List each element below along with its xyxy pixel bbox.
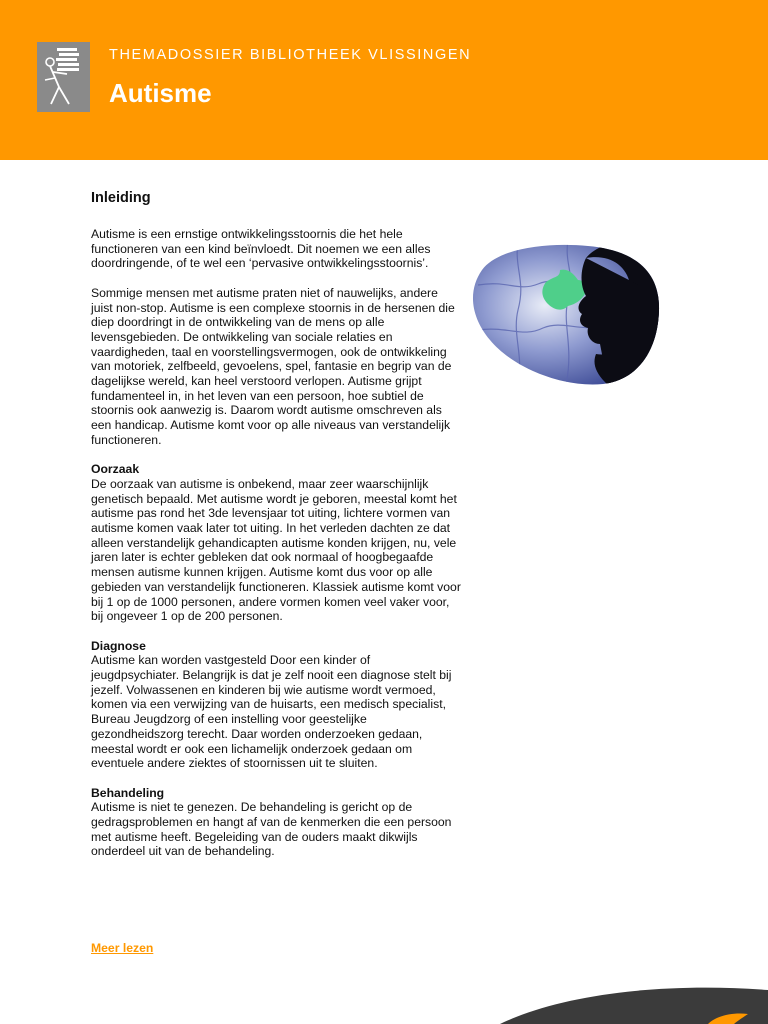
page-title: Autisme xyxy=(109,78,212,108)
intro-paragraph: Autisme is een ernstige ontwikkelingsstoornis die het hele functioneren van een kind beïnvloedt. Dit noemen we een alles doordringende, of te wel een ‘pervasive ontwikkelingsstoornis’. xyxy=(91,227,431,271)
puzzle-head-silhouette-image xyxy=(468,240,660,385)
section-heading-inleiding: Inleiding xyxy=(91,190,151,206)
intro-paragraph: Sommige mensen met autisme praten niet of nauwelijks, andere juist non-stop. Autisme is een complexe stoornis in de hersenen die diep doordringt in de ontwikkeling van de mens op alle levensgebieden. De ontwikkeling van sociale relaties en vaardigheden, taal en voorstellingsvermogen, ook de ontwikkeling van motoriek, zelfbeeld, gevoelens, spel, fantasie en begrip van de dagelijkse wereld, kan heel verstoord verlopen. Autisme grijpt fundamenteel in, in het leven van een persoon, hoe subtiel de stoornis ook aanwezig is. Daarom wordt autisme omschreven als een handicap. Autisme komt voor op alle niveaus van verstandelijk functioneren. xyxy=(91,285,455,447)
header-supertitle: THEMADOSSIER BIBLIOTHEEK VLISSINGEN xyxy=(109,47,472,63)
section-heading-oorzaak: Oorzaak xyxy=(91,462,140,477)
section-text-oorzaak: De oorzaak van autisme is onbekend, maar zeer waarschijnlijk genetisch bepaald. Met autisme wordt je geboren, meestal komt het autisme pas rond het 3de levensjaar tot uiting, lichtere vormen van autisme komen vaak later tot uiting. In het verleden dachten ze dat alleen verstandelijk gehandicapten autisme konden krijgen, nu, vele jaren later is echter gebleken dat ook normaal of hoogbegaafde mensen autisme kunnen krijgen. Autisme komt dus voor op alle gebieden van verstandelijk functioneren. Klassiek autisme komt voor bij 1 op de 1000 personen, andere vormen komen veel vaker voor, bij ongeveer 1 op de 200 personen. xyxy=(91,476,461,624)
read-more-link[interactable]: Meer lezen xyxy=(91,941,154,955)
section-text-diagnose: Autisme kan worden vastgesteld Door een kinder of jeugdpsychiater. Belangrijk is dat je zelf nooit een diagnose stelt bij jezelf. Volwassenen en kinderen bij wie autisme wordt vermoed, komen via een verwijzing van de huisarts, een medisch specialist, Bureau Jeugdzorg of een instelling voor geestelijke gezondheidszorg terecht. Daar worden onderzoeken gedaan, meestal wordt er ook een lichamelijk onderzoek gedaan om eventuele andere ziektes of stoornissen uit te sluiten. xyxy=(91,653,452,771)
library-logo xyxy=(37,42,90,112)
library-reader-icon xyxy=(37,42,90,112)
section-text-behandeling: Autisme is niet te genezen. De behandeling is gericht op de gedragsproblemen en hangt af van de kenmerken die een persoon met autisme heeft. Begeleiding van de ouders maakt dikwijls onderdeel uit van de behandeling. xyxy=(91,800,452,859)
section-heading-behandeling: Behandeling xyxy=(91,785,165,800)
header-banner xyxy=(0,0,768,160)
article-body xyxy=(91,190,461,874)
section-heading-diagnose: Diagnose xyxy=(91,638,146,653)
